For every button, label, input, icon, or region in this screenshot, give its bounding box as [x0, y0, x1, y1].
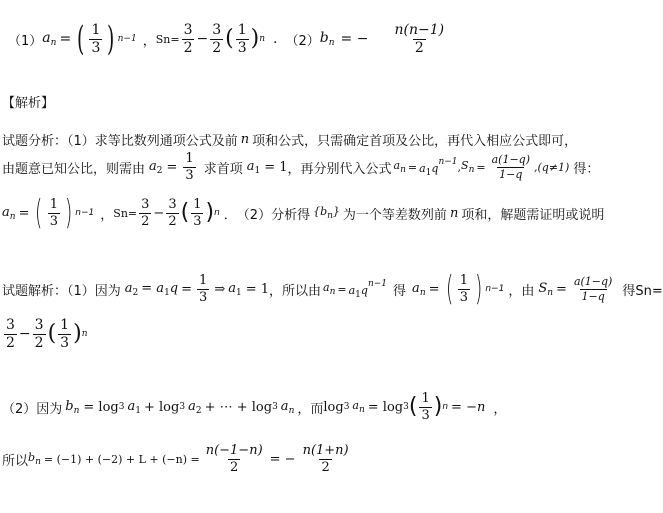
equals-minus: = − — [340, 31, 369, 47]
right-paren: ) — [107, 19, 115, 59]
equals-sign: = — [428, 281, 440, 297]
analysis-text-1: 试题分析：（1）求等比数列通项公式及前 — [2, 134, 238, 149]
exponent-n: n — [259, 34, 266, 44]
minus-sign: − — [196, 31, 209, 47]
left-paren: ( — [35, 193, 43, 233]
implies-arrow: ⇒ — [214, 281, 226, 297]
solution-text-2b: ，而 — [297, 401, 324, 417]
a1q-term: $a_1q^{n-1}$ — [419, 156, 458, 178]
paren-close: ) — [73, 321, 82, 347]
analysis-text-3a: （2）分析得 — [236, 207, 311, 223]
analysis-line-2 — [2, 152, 599, 182]
analysis-line-3 — [2, 193, 605, 233]
equals-sign: = — [556, 281, 567, 297]
solution-text-2a: （2）因为 — [2, 401, 63, 417]
comma: ， — [493, 401, 507, 417]
minus-sign: − — [18, 326, 31, 343]
fraction-three-halves: $\frac{3}{2}$ — [183, 21, 193, 56]
comma: ， — [142, 33, 156, 49]
solution-text-1e: 得Sn= — [622, 283, 663, 299]
bn-set: $\{b_n\}$ — [313, 205, 340, 221]
period: ． — [223, 207, 237, 223]
a1q-term: = $a_1q$ — [141, 280, 179, 298]
paren-close: ) — [205, 200, 215, 225]
an-symbol: $a_n$ — [393, 159, 406, 176]
analysis-line-1 — [2, 130, 577, 149]
fraction-one-third-b: $\frac{1}{3}$ — [237, 21, 247, 56]
paren-open: ( — [180, 200, 190, 225]
equals-one: = 1 — [245, 281, 270, 297]
solution-line-1 — [2, 269, 663, 309]
solution-text-final: 所以 — [2, 453, 29, 469]
left-paren: ( — [445, 269, 453, 309]
fraction-one-third: $\frac{1}{3}$ — [199, 272, 208, 305]
an-symbol: $a_n$ — [2, 204, 16, 222]
fraction-one-third: $\frac{1}{3}$ — [185, 151, 194, 183]
sn-symbol: $S_n$ — [538, 280, 554, 298]
solution-part2-line: （2）因为 $b_n$ = log 3 $a_1$ + log 3 $a_2$ + ⋯ + log 3 $a_n$ ，而 log 3 $a_n$ = log 3 ( $\frac{1}{3}$ ) n = −n ， — [2, 391, 507, 423]
log-word: log — [323, 399, 344, 415]
fraction-one-third: $\frac{1}{3}$ — [91, 21, 101, 56]
section-heading: 【解析】 — [2, 96, 55, 111]
fraction-one-third: $\frac{1}{3}$ — [60, 317, 70, 351]
exponent: n−1 — [117, 34, 137, 44]
equals-minus-n: = −n — [451, 399, 486, 415]
analysis-text-1b: 项和公式，只需确定首项及公比，再代入相应公式即可， — [252, 134, 578, 149]
analysis-text-2c: ，再分别代入公式 — [287, 161, 392, 177]
answer-part1-label: （1） — [8, 33, 43, 49]
answer-line — [8, 19, 460, 59]
equals-sign: = — [337, 282, 347, 296]
period: . — [273, 31, 278, 47]
a1-symbol: $a_1$ — [228, 280, 242, 298]
answer-part2-label: （2） — [285, 33, 320, 49]
an-symbol: $a_n$ — [42, 30, 57, 48]
equals-one: = 1 — [264, 159, 288, 175]
paren-close: ) — [250, 26, 260, 51]
a1q-term: $a_1q^{n-1}$ — [348, 278, 388, 300]
exponent-n: n — [81, 329, 88, 340]
solution-text-1c: 得 — [393, 283, 407, 299]
fraction-one-third: $\frac{1}{3}$ — [49, 196, 59, 229]
fraction-one-third-b: $\frac{1}{3}$ — [459, 272, 469, 305]
equals-sign: = — [59, 31, 72, 47]
analysis-text-3b: 为一个等差数列前 — [342, 207, 447, 223]
sn-label: Sn= — [155, 32, 180, 46]
analysis-text-2a: 由题意已知公比，则需由 — [2, 161, 146, 177]
solution-final-line — [2, 444, 353, 474]
fraction-final-1: $\frac{n(-1-n)}{2}$ — [205, 443, 263, 475]
paren-open: ( — [225, 26, 234, 51]
equals-sign: = — [476, 160, 486, 174]
an-symbol: $a_n$ — [323, 281, 336, 297]
n-symbol: n — [240, 132, 250, 147]
comma: , — [457, 160, 462, 174]
an-symbol-b: $a_n$ — [412, 280, 426, 298]
right-paren: ) — [475, 269, 483, 309]
condition: ,(q≠1) — [534, 160, 570, 174]
bn-symbol: $b_n$ — [319, 30, 335, 48]
paren-close: ) — [433, 394, 443, 420]
fraction-final-2: $\frac{n(1+n)}{2}$ — [302, 443, 349, 475]
exponent: n−1 — [75, 208, 95, 218]
analysis-text-2d: 得： — [573, 161, 600, 177]
fraction-sum-formula: $\frac{a(1-q)}{1-q}$ — [573, 274, 613, 303]
solution-line-2 — [2, 318, 87, 350]
log-plus: + log — [143, 399, 180, 415]
fraction-one-third: $\frac{1}{3}$ — [421, 391, 430, 423]
log-ellipsis: + ⋯ + log — [204, 399, 273, 415]
equals-sign: = — [18, 205, 30, 221]
equals-sign: = — [166, 159, 178, 175]
analysis-text-2b: 求首项 — [203, 161, 243, 177]
n-symbol: n — [449, 205, 459, 221]
paren-open: ( — [408, 394, 418, 420]
log-term: = log — [83, 399, 119, 415]
fraction-three-halves-b: $\frac{3}{2}$ — [168, 196, 177, 229]
sn-label: Sn= — [113, 206, 138, 220]
log-equals: = log — [367, 399, 404, 415]
solution-text-1b: ，所以由 — [269, 283, 322, 299]
a1-symbol: $a_1$ — [246, 158, 261, 176]
analysis-text-3c: 项和，解题需证明或说明 — [461, 207, 605, 223]
equals-minus: = − — [269, 451, 296, 467]
exponent: n−1 — [485, 284, 505, 294]
paren-open: ( — [47, 321, 57, 347]
minus-sign: − — [153, 205, 165, 221]
solution-text-1a: 试题解析：（1）因为 — [2, 283, 121, 299]
fraction-three-halves: $\frac{3}{2}$ — [6, 317, 15, 351]
equals-sign: = — [407, 160, 418, 174]
fraction-bn: $\frac{n(n-1)}{2}$ — [394, 21, 445, 56]
bn-symbol: $b_n$ — [65, 398, 80, 416]
solution-text-1d: ，由 — [508, 283, 535, 299]
comma: ， — [100, 207, 114, 223]
sn-symbol: $S_n$ — [461, 159, 475, 176]
bn-symbol: $b_n$ — [28, 451, 41, 468]
right-paren: ) — [65, 193, 73, 233]
fraction-three-halves: $\frac{3}{2}$ — [141, 196, 150, 229]
fraction-sum-formula: $\frac{a(1-q)}{1-q}$ — [491, 153, 530, 181]
equals-sign: = — [181, 281, 193, 297]
sum-expression: = (−1) + (−2) + L + (−n) = — [43, 452, 200, 466]
fraction-one-third-b: $\frac{1}{3}$ — [193, 196, 202, 229]
left-paren: ( — [77, 19, 85, 59]
a2-symbol: $a_2$ — [124, 280, 139, 298]
fraction-three-halves-b: $\frac{3}{2}$ — [212, 21, 222, 56]
a2-symbol: $a_2$ — [149, 158, 163, 176]
fraction-three-halves-b: $\frac{3}{2}$ — [34, 317, 44, 351]
exponent-n: n — [214, 208, 220, 218]
